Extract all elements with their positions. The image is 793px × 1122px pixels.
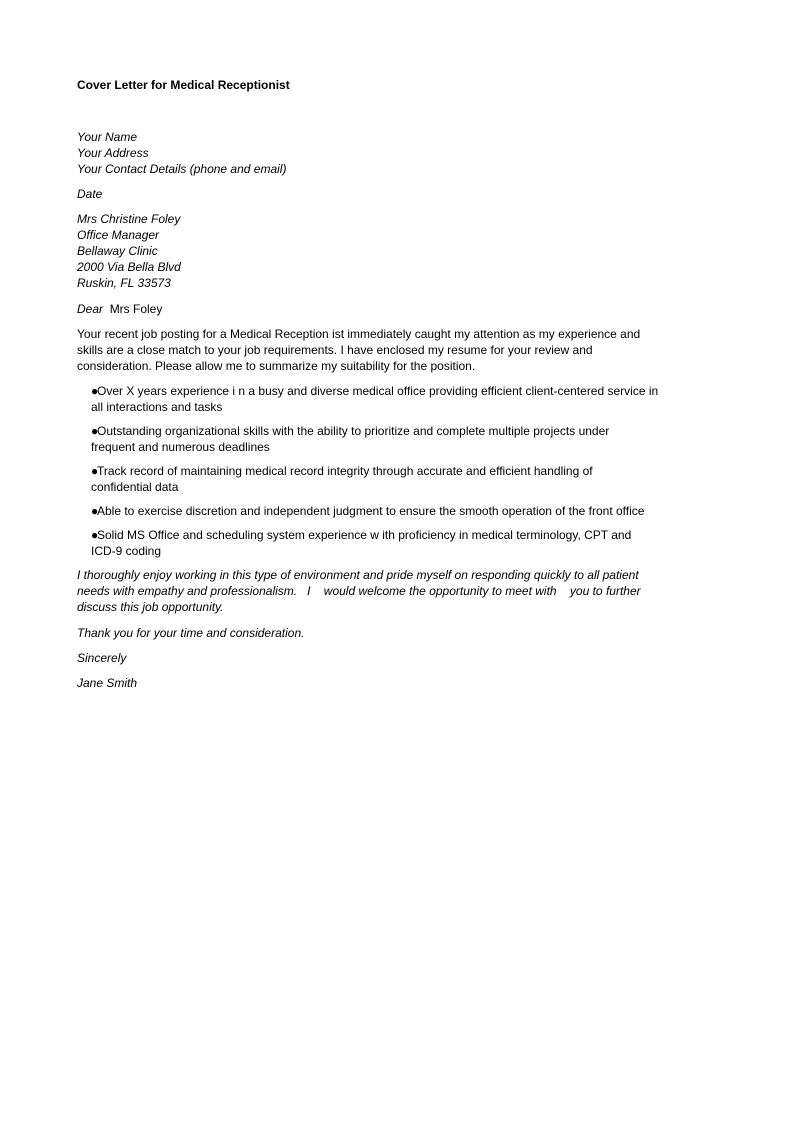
signature-text: Jane Smith [77,676,138,690]
list-item [91,423,717,455]
bullet-text: Solid MS Office and scheduling system experience w ith proficiency in medical terminology, CPT and [97,528,632,542]
list-item [91,503,717,519]
intro-line: Your recent job posting for a Medical Reception ist immediately caught my attention as my experience and [77,327,641,341]
signoff-line [77,650,717,666]
bullet-text: Track record of maintaining medical record integrity through accurate and efficient handling of [97,464,593,478]
closing-line: needs with empathy and professionalism. I would welcome the opportunity to meet with you to further [77,584,641,598]
intro-line: skills are a close match to your job requirements. I have enclosed my resume for your review and [77,343,593,357]
list-item [91,463,717,495]
closing-paragraph [77,567,717,615]
signature-line [77,675,717,691]
recipient-street: 2000 Via Bella Blvd [77,260,181,274]
recipient-name: Mrs Christine Foley [77,212,181,226]
recipient-city: Ruskin, FL 33573 [77,276,171,290]
date-line [77,186,717,202]
salutation-dear: Dear [77,302,104,316]
list-item [91,383,717,415]
sender-name: Your Name [77,130,138,144]
bullet-icon: ● [91,464,99,478]
bullet-text: all interactions and tasks [91,400,223,414]
salutation-name: Mrs Foley [109,302,163,316]
recipient-title: Office Manager [77,228,160,242]
signoff-text: Sincerely [77,651,127,665]
bullet-text: Over X years experience i n a busy and diverse medical office providing efficient client-centered service in [97,384,659,398]
bullet-icon: ● [91,384,99,398]
bullet-icon: ● [91,424,99,438]
closing-line: I thoroughly enjoy working in this type of environment and pride myself on responding quickly to all patient [77,568,639,582]
thanks-text: Thank you for your time and consideration. [77,626,305,640]
bullet-text: frequent and numerous deadlines [91,440,270,454]
bullet-text: confidential data [91,480,179,494]
bullet-text: Able to exercise discretion and independent judgment to ensure the smooth operation of the front office [97,504,645,518]
thanks-line [77,625,717,641]
list-item [91,527,717,559]
intro-paragraph [77,326,717,374]
intro-line: consideration. Please allow me to summarize my suitability for the position. [77,359,476,373]
sender-contact: Your Contact Details (phone and email) [77,162,287,176]
bullet-icon: ● [91,504,99,518]
date-text: Date [77,187,103,201]
sender-address: Your Address [77,146,149,160]
bullet-text: Outstanding organizational skills with the ability to prioritize and complete multiple projects under [97,424,610,438]
bullet-icon: ● [91,528,99,542]
sender-block [77,129,717,177]
bullet-text: ICD-9 coding [91,544,162,558]
salutation [77,301,717,317]
recipient-block [77,211,717,291]
closing-line: discuss this job opportunity. [77,600,224,614]
recipient-company: Bellaway Clinic [77,244,158,258]
document-title: Cover Letter for Medical Receptionist [77,78,290,92]
